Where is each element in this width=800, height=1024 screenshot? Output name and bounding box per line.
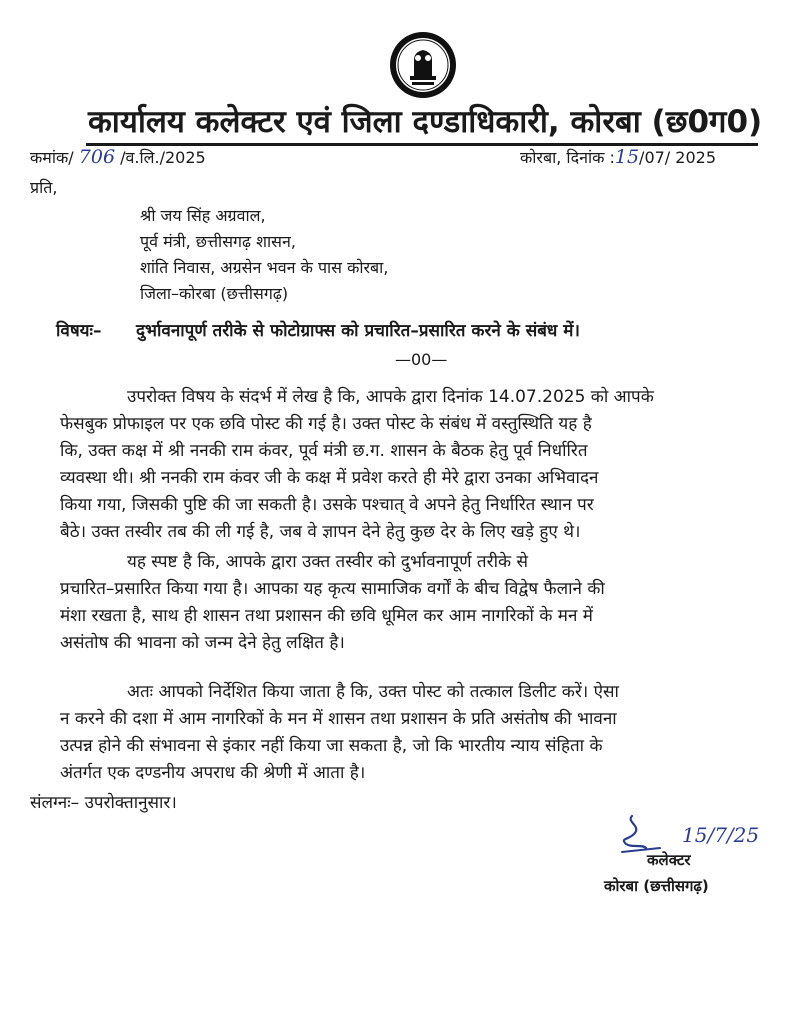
prati-label: प्रति, bbox=[30, 178, 58, 197]
body-line: प्रचारित–प्रसारित किया गया है। आपका यह कृत्य सामाजिक वर्गों के बीच विद्वेष फैलाने की bbox=[60, 579, 605, 599]
body-line: किया गया, जिसकी पुष्टि की जा सकती है। उसके पश्चात् वे अपने हेतु निर्धारित स्थान पर bbox=[60, 495, 594, 515]
subject-text: दुर्भावनापूर्ण तरीके से फोटोग्राफ्स को प्रचारित–प्रसारित करने के संबंध में। bbox=[136, 321, 580, 341]
office-title: कार्यालय कलेक्टर एवं जिला दण्डाधिकारी, कोरबा (छ0ग0) bbox=[88, 104, 763, 140]
recipient-line: पूर्व मंत्री, छत्तीसगढ़ शासन, bbox=[140, 232, 296, 251]
body-line: कि, उक्त कक्ष में श्री ननकी राम कंवर, पूर्व मंत्री छ.ग. शासन के बैठक हेतु पूर्व निर्धारित bbox=[60, 441, 588, 461]
date-day: 15 bbox=[614, 146, 640, 168]
subject-label: विषयः– bbox=[56, 321, 102, 341]
ref-number: 706 bbox=[78, 146, 116, 168]
body-line: अंतर्गत एक दण्डनीय अपराध की श्रेणी में आता है। bbox=[60, 763, 366, 783]
body-line: फेसबुक प्रोफाइल पर एक छवि पोस्ट की गई है। उक्त पोस्ट के संबंध में वस्तुस्थिति यह है bbox=[60, 414, 592, 434]
ref-sep: / bbox=[68, 148, 74, 167]
place-date-label: कोरबा, दिनांक : bbox=[520, 148, 615, 167]
body-line: मंशा रखता है, साथ ही शासन तथा प्रशासन की छवि धूमिल कर आम नागरिकों के मन में bbox=[60, 606, 593, 626]
handwritten-signature bbox=[612, 808, 792, 864]
recipient-line: श्री जय सिंह अग्रवाल, bbox=[140, 206, 266, 225]
kramank-label: कमांक bbox=[30, 148, 69, 167]
date-rest: /07/ 2025 bbox=[639, 148, 716, 167]
state-emblem-icon bbox=[388, 30, 458, 100]
ref-suffix: /व.लि./2025 bbox=[120, 148, 206, 167]
signatory-designation: कलेक्टर bbox=[647, 851, 691, 869]
recipient-line: शांति निवास, अग्रसेन भवन के पास कोरबा, bbox=[140, 258, 389, 277]
body-line: असंतोष की भावना को जन्म देने हेतु लक्षित है। bbox=[60, 633, 345, 653]
recipient-line: जिला–कोरबा (छत्तीसगढ़) bbox=[140, 284, 289, 303]
body-line: बैठे। उक्त तस्वीर तब की ली गई है, जब वे ज्ञापन देने हेतु कुछ देर के लिए खड़े हुए थे। bbox=[60, 522, 581, 542]
signatory-place: कोरबा (छत्तीसगढ़) bbox=[604, 877, 709, 895]
reference-number bbox=[30, 146, 206, 168]
body-line: उत्पन्न होने की संभावना से इंकार नहीं किया जा सकता है, जो कि भारतीय न्याय संहिता के bbox=[60, 736, 603, 756]
svg-text:15/7/25: 15/7/25 bbox=[682, 823, 760, 847]
enclosure-note: संलग्नः– उपरोक्तानुसार। bbox=[30, 793, 177, 813]
body-line: न करने की दशा में आम नागरिकों के मन में शासन तथा प्रशासन के प्रति असंतोष की भावना bbox=[60, 709, 617, 729]
separator: —00— bbox=[395, 350, 448, 369]
body-line: यह स्पष्ट है कि, आपके द्वारा उक्त तस्वीर को दुर्भावनापूर्ण तरीके से bbox=[127, 552, 528, 572]
place-date bbox=[520, 146, 716, 168]
body-line: अतः आपको निर्देशित किया जाता है कि, उक्त पोस्ट को तत्काल डिलीट करें। ऐसा bbox=[127, 682, 619, 702]
body-line: उपरोक्त विषय के संदर्भ में लेख है कि, आपके द्वारा दिनांक 14.07.2025 को आपके bbox=[127, 387, 654, 407]
body-line: व्यवस्था थी। श्री ननकी राम कंवर जी के कक्ष में प्रवेश करते ही मेरे द्वारा उनका अभिवादन bbox=[60, 468, 599, 488]
